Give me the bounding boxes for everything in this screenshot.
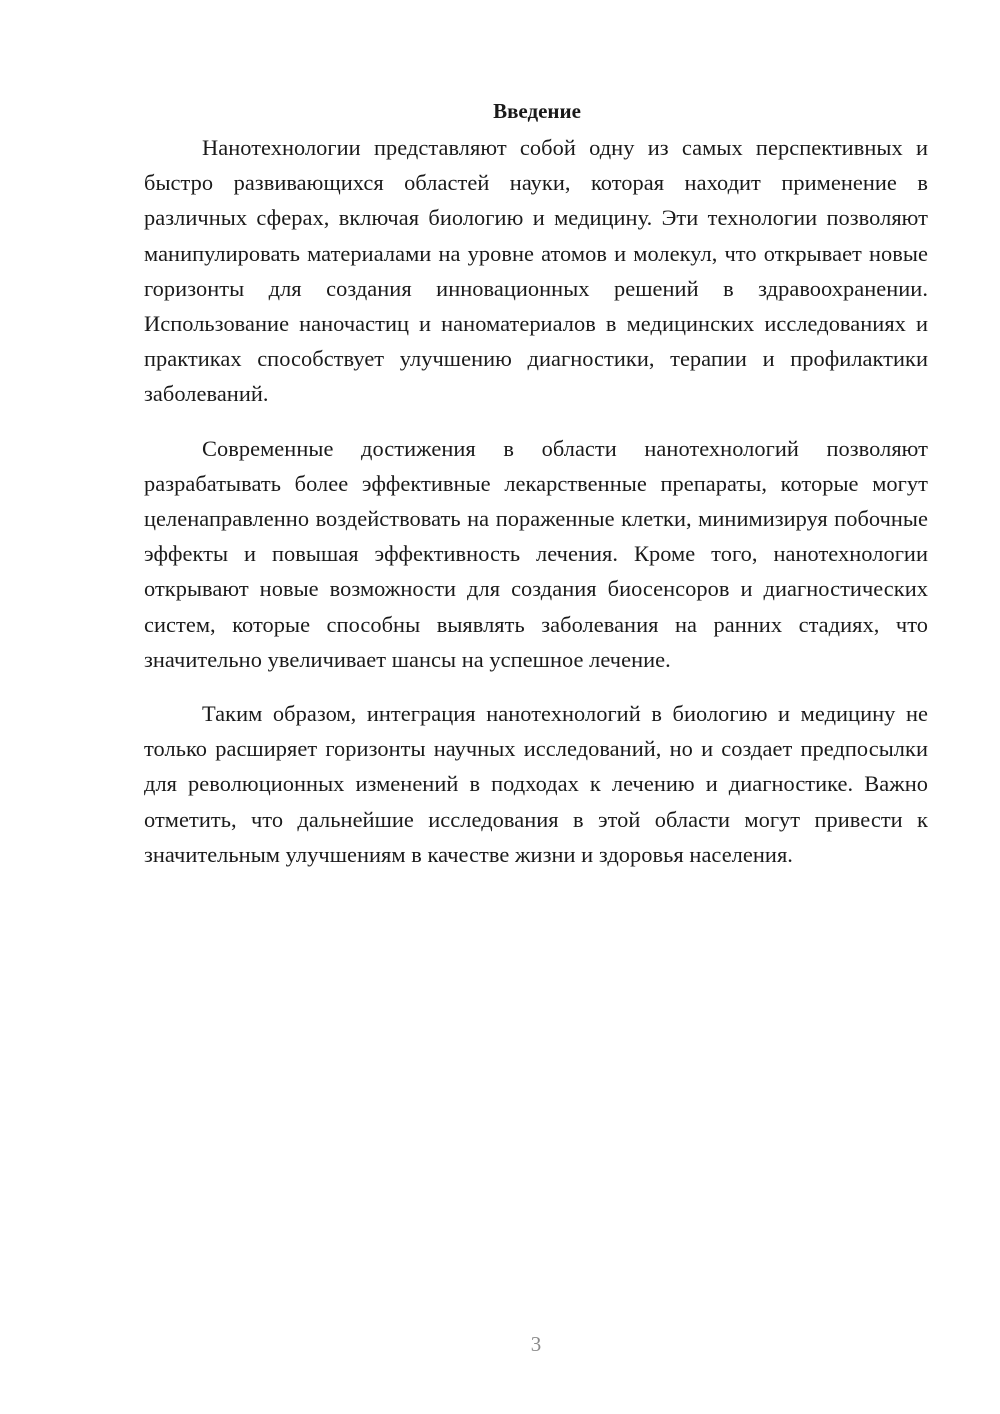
section-heading: Введение: [493, 99, 581, 123]
paragraph-intro: Нанотехнологии представляют собой одну из самых перспективных и быстро развивающихся областей науки, которая находит применение в различных сферах, включая биологию и медицину. Эти технологии позволяют манипулировать материалами на уровне атомов и молекул, что открывает новые горизонты для создания инновационных решений в здравоохранении. Использование наночастиц и наноматериалов в медицинских исследованиях и практиках способствует улучшению диагностики, терапии и профилактики заболеваний.: [144, 135, 928, 407]
page-number: 3: [530, 1332, 542, 1356]
paragraph-achievements: Современные достижения в области нанотехнологий позволяют разрабатывать более эффективные лекарственные препараты, которые могут целенаправленно воздействовать на пораженные клетки, минимизируя побочные эффекты и повышая эффективность лечения. Кроме того, нанотехнологии открывают новые возможности для создания биосенсоров и диагностических систем, которые способны выявлять заболевания на ранних стадиях, что значительно увеличивает шансы на успешное лечение.: [144, 435, 928, 672]
paragraph-conclusion: Таким образом, интеграция нанотехнологий в биологию и медицину не только расширяет горизонты научных исследований, но и создает предпосылки для революционных изменений в подходах к лечению и диагностике. Важно отметить, что дальнейшие исследования в этой области могут привести к значительным улучшениям в качестве жизни и здоровья населения.: [144, 701, 928, 867]
page-content: [144, 96, 928, 891]
